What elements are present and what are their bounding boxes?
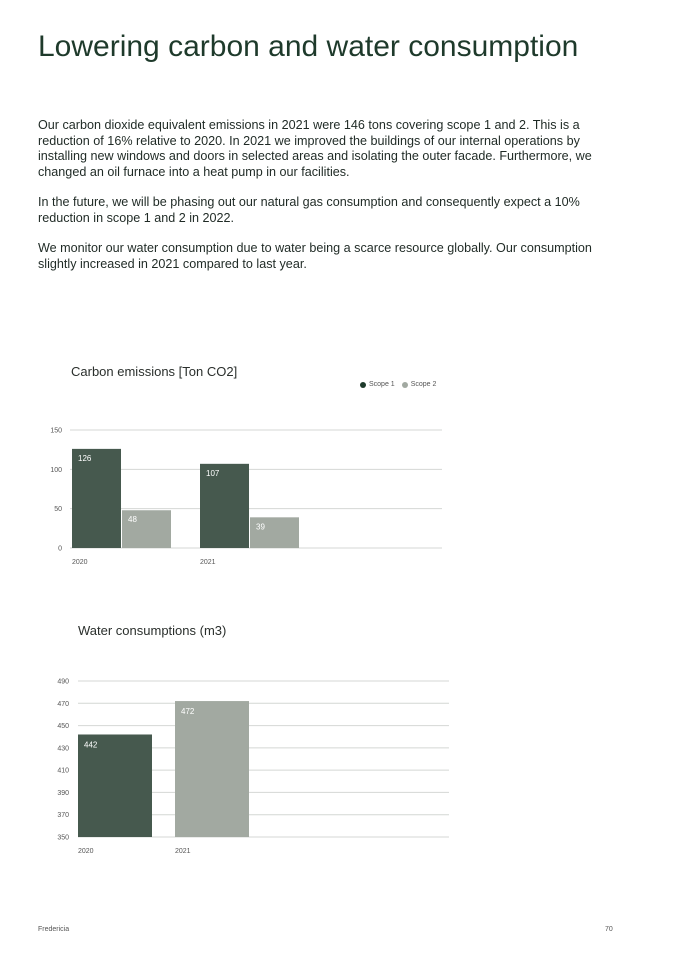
y-tick-label: 470 xyxy=(57,700,69,708)
paragraph-water: We monitor our water consumption due to water being a scarce resource globally. Our consumption slightly increased in 2021 compared to last year. xyxy=(38,241,592,271)
water-chart-title: Water consumptions (m3) xyxy=(78,623,227,638)
bar xyxy=(78,734,152,837)
paragraph-emissions: Our carbon dioxide equivalent emissions in 2021 were 146 tons covering scope 1 and 2. This is a reduction of 16% relative to 2020. In 2021 we improved the buildings of our internal operations by installing new windows and doors in selected areas and isolating the outer facade. Furthermore, we changed an oil furnace into a heat pump in our facilities. xyxy=(38,118,592,179)
data-label: 107 xyxy=(206,468,220,478)
page-title: Lowering carbon and water consumption xyxy=(38,30,579,63)
data-label: 48 xyxy=(128,515,137,525)
paragraph-future: In the future, we will be phasing out our natural gas consumption and consequently expect a 10% reduction in scope 1 and 2 in 2022. xyxy=(38,195,580,225)
y-tick-label: 350 xyxy=(57,834,69,842)
y-tick-label: 0 xyxy=(58,545,62,553)
data-label: 472 xyxy=(181,707,195,717)
y-tick-label: 150 xyxy=(50,427,62,435)
y-tick-label: 450 xyxy=(57,723,69,731)
footer-company: Fredericia xyxy=(38,926,70,933)
y-tick-label: 430 xyxy=(57,745,69,753)
x-tick-label: 2021 xyxy=(200,559,216,566)
y-tick-label: 370 xyxy=(57,812,69,820)
data-label: 39 xyxy=(256,522,265,532)
bar xyxy=(175,701,249,837)
y-tick-label: 410 xyxy=(57,767,69,775)
data-label: 442 xyxy=(84,740,98,750)
y-tick-label: 390 xyxy=(57,789,69,797)
x-tick-label: 2021 xyxy=(175,848,191,855)
y-tick-label: 100 xyxy=(50,466,62,474)
carbon-chart-title: Carbon emissions [Ton CO2] xyxy=(71,364,238,379)
y-tick-label: 50 xyxy=(54,506,62,514)
y-tick-label: 490 xyxy=(57,678,69,686)
data-label: 126 xyxy=(78,453,92,463)
x-tick-label: 2020 xyxy=(78,848,94,855)
legend-scope2-label: Scope 2 xyxy=(410,381,437,388)
legend-scope1-label: Scope 1 xyxy=(369,381,395,388)
x-tick-label: 2020 xyxy=(72,559,88,566)
page-number: 70 xyxy=(605,926,613,933)
